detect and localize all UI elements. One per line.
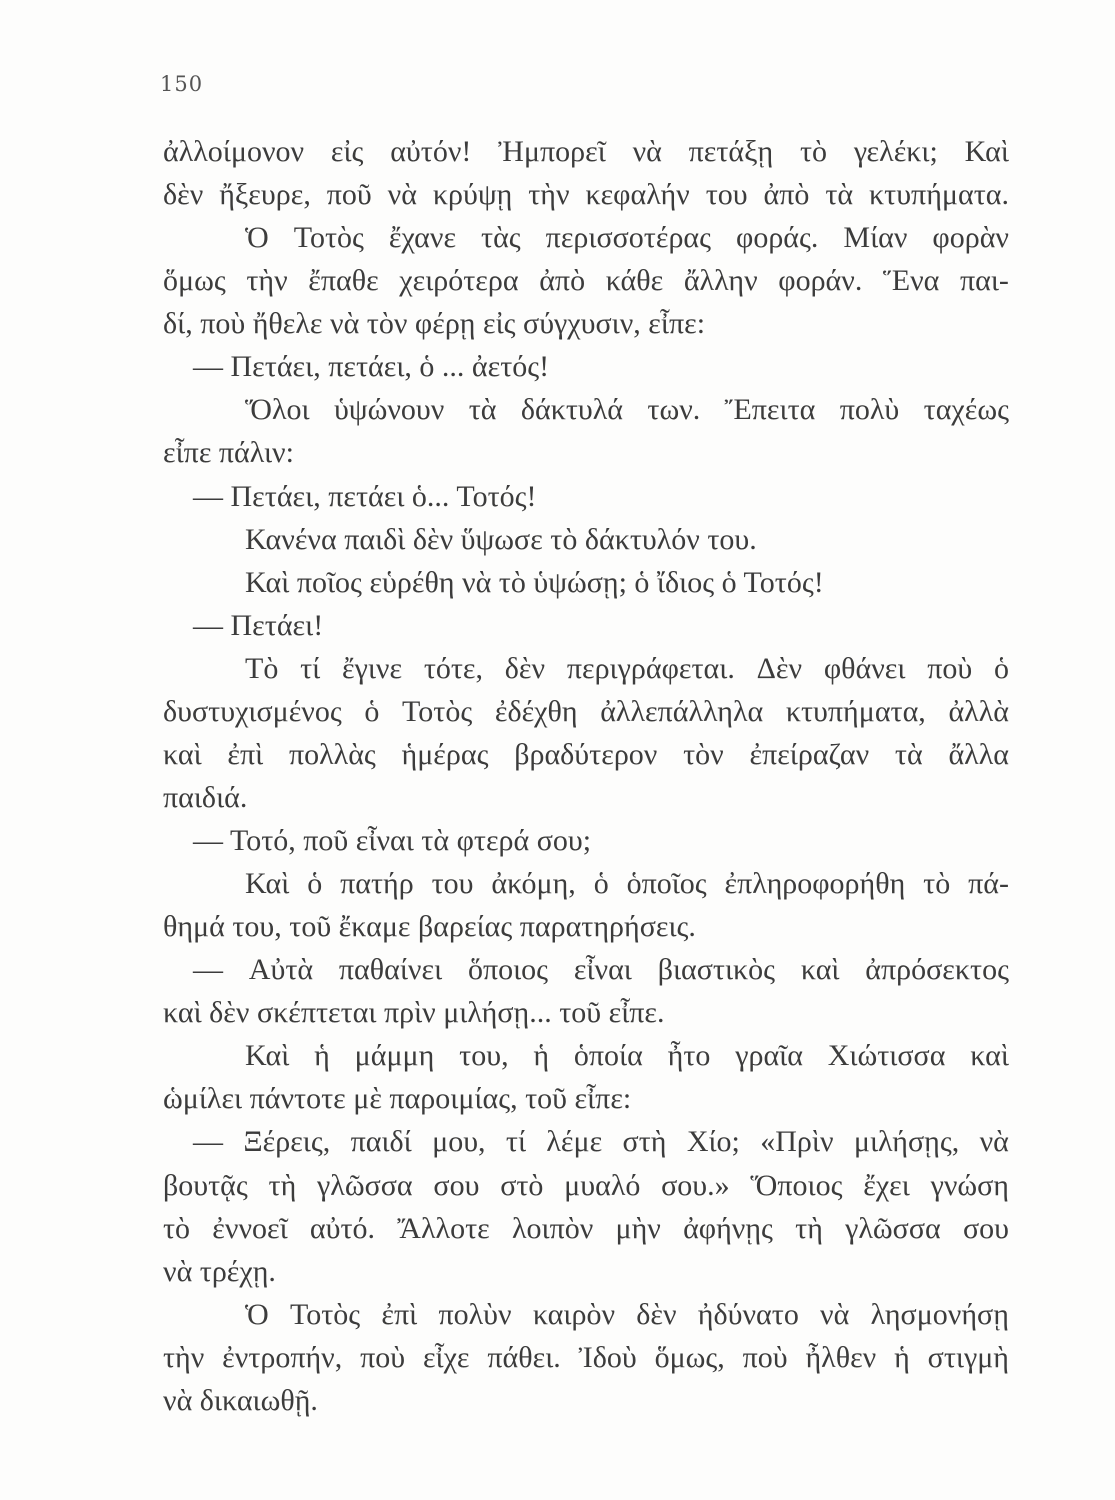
word: ὅποιος: [467, 953, 549, 987]
word: —: [193, 953, 223, 987]
text-line: [163, 1077, 1009, 1120]
word: λέμε: [546, 1125, 603, 1159]
word: ἔγινε: [341, 651, 403, 685]
word: Τὸ: [245, 651, 279, 685]
text-line: [163, 1293, 1009, 1336]
word: εἰς: [330, 135, 364, 168]
word: ἡ: [533, 1039, 550, 1073]
text-line: [163, 561, 1009, 604]
word: τὴν: [163, 1340, 205, 1374]
line-text: ὡμίλει πάντοτε μὲ παροιμίας, τοῦ εἶπε:: [163, 1082, 632, 1116]
word: ἀλλοίμονον: [163, 135, 305, 168]
word: μάμμη: [354, 1039, 435, 1073]
text-line: [163, 173, 1009, 216]
word: πά-: [968, 867, 1009, 901]
word: ἐπὶ: [227, 737, 264, 771]
word: Ἄλλοτε: [397, 1211, 490, 1245]
word: μιλήσῃς,: [853, 1125, 960, 1159]
word: πολὺ: [839, 393, 900, 427]
line-text: — Πετάει, πετάει, ὁ ... ἀετός!: [193, 350, 550, 384]
word: σου: [962, 1211, 1009, 1245]
text-line: [163, 216, 1009, 259]
text-line: [163, 518, 1009, 561]
word: ὁ: [364, 694, 380, 728]
text-line: [163, 905, 1009, 948]
text-line: [163, 388, 1009, 431]
word: γελέκι;: [853, 135, 938, 168]
word: αὐτόν!: [390, 135, 472, 168]
word: ἀκόμη,: [491, 867, 576, 901]
line-text: — Πετάει!: [193, 608, 324, 642]
word: Μίαν: [843, 221, 908, 255]
text-line: [163, 819, 1009, 862]
word: ἐντροπήν,: [222, 1340, 343, 1374]
word: ἔχει: [863, 1168, 910, 1202]
word: ὁ: [307, 867, 323, 901]
word: ἀφήνῃς: [683, 1211, 773, 1245]
word: λοιπὸν: [511, 1211, 594, 1245]
word: δάκτυλά: [520, 393, 624, 427]
word: γλῶσσα: [317, 1168, 413, 1202]
word: Καὶ: [964, 135, 1009, 168]
word: τὸν: [683, 737, 724, 771]
word: του,: [459, 1039, 509, 1073]
word: βιαστικὸς: [657, 953, 776, 987]
word: καὶ: [163, 737, 202, 771]
word: τὸ: [163, 1211, 191, 1245]
line-text: νὰ τρέχῃ.: [163, 1254, 276, 1288]
word: Ὅλοι: [245, 393, 310, 427]
word: ἐδέχθη: [494, 694, 578, 728]
word: ἐπείραζαν: [749, 737, 870, 771]
word: στὸ: [500, 1168, 544, 1202]
word: Τοτὸς: [293, 221, 364, 255]
word: ἀπὸ: [539, 264, 586, 298]
word: κεφαλήν: [585, 178, 690, 212]
word: εἶναι: [573, 953, 632, 987]
word: Ἔπειτα: [724, 393, 816, 427]
text-line: [163, 604, 1009, 647]
word: ποὺ: [360, 1340, 406, 1374]
word: ἔπαθε: [308, 264, 379, 298]
word: τὸ: [923, 867, 951, 901]
text-line: [163, 130, 1009, 173]
word: «Πρὶν: [760, 1125, 834, 1159]
word: νὰ: [820, 1297, 850, 1331]
word: φορὰν: [932, 221, 1009, 255]
word: στὴ: [622, 1125, 667, 1159]
word: ἀπὸ: [763, 178, 810, 212]
line-text: — Πετάει, πετάει ὁ... Τοτός!: [193, 479, 537, 513]
word: τὴν: [246, 264, 288, 298]
word: τὴ: [795, 1211, 823, 1245]
word: του: [431, 867, 474, 901]
word: τὰ: [894, 737, 923, 771]
word: φοράν.: [778, 264, 863, 298]
word: τὰ: [468, 393, 497, 427]
word: Ἰδοὺ: [578, 1340, 637, 1374]
text-line: [163, 647, 1009, 690]
word: δυστυχισμένος: [163, 694, 342, 728]
text-line: [163, 302, 1009, 345]
text-line: [163, 776, 1009, 819]
word: ἀλλεπάλληλα: [600, 694, 764, 728]
word: ὑψώνουν: [333, 393, 445, 427]
word: σου.»: [661, 1168, 730, 1202]
body-text: [163, 130, 1009, 1422]
word: ποὺ: [927, 651, 973, 685]
page-number: 150: [160, 72, 204, 96]
word: ἡμέρας: [401, 737, 489, 771]
word: ὁ: [593, 867, 609, 901]
word: βραδύτερον: [514, 737, 658, 771]
word: ὅμως,: [654, 1340, 725, 1374]
word: ἄλλην: [683, 264, 758, 298]
word: κάθε: [605, 264, 664, 298]
word: Ἠμπορεῖ: [498, 135, 606, 168]
word: τί: [505, 1125, 527, 1159]
word: γραῖα: [735, 1039, 803, 1073]
word: τὰ: [825, 178, 854, 212]
word: Ὁ: [245, 221, 269, 255]
word: ἡ: [894, 1340, 910, 1374]
word: τὸ: [799, 135, 828, 168]
word: χειρότερα: [399, 264, 519, 298]
word: μὴν: [615, 1211, 661, 1245]
word: αὐτό.: [309, 1211, 376, 1245]
text-line: [163, 1034, 1009, 1077]
word: εἶχε: [422, 1340, 470, 1374]
word: ταχέως: [923, 393, 1009, 427]
word: δὲν: [163, 178, 204, 212]
word: ἐπληροφορήθη: [724, 867, 906, 901]
word: περισσοτέρας: [545, 221, 712, 255]
word: μου,: [432, 1125, 486, 1159]
word: Ἕνα: [882, 264, 940, 298]
word: φθάνει: [823, 651, 906, 685]
word: ποῦ: [326, 178, 372, 212]
word: τὰς: [481, 221, 521, 255]
word: Τοτὸς: [289, 1297, 361, 1331]
word: γλῶσσα: [845, 1211, 941, 1245]
word: ἔχανε: [388, 221, 457, 255]
text-line: [163, 259, 1009, 302]
word: Καὶ: [245, 1039, 290, 1073]
word: τί: [300, 651, 321, 685]
word: περιγράφεται.: [566, 651, 735, 685]
word: παι-: [959, 264, 1009, 298]
word: νὰ: [387, 178, 417, 212]
word: κτυπήματα.: [869, 178, 1009, 212]
word: πολλὰς: [288, 737, 376, 771]
word: ἀπρόσεκτος: [865, 953, 1009, 987]
word: ἀλλὰ: [948, 694, 1009, 728]
word: πετάξῃ: [688, 135, 774, 168]
word: ἠδύνατο: [697, 1297, 799, 1331]
word: καὶ: [970, 1039, 1009, 1073]
word: ἐννοεῖ: [212, 1211, 288, 1245]
word: ὁποῖος: [626, 867, 707, 901]
word: Χιώτισσα: [827, 1039, 946, 1073]
text-line: [163, 1336, 1009, 1379]
word: Ξέρεις,: [243, 1125, 331, 1159]
line-text: Καὶ ποῖος εὑρέθη νὰ τὸ ὑψώσῃ; ὁ ἴδιος ὁ Τοτός!: [245, 565, 824, 599]
word: Αὐτὰ: [248, 953, 314, 987]
word: του: [705, 178, 748, 212]
word: πάθει.: [487, 1340, 561, 1374]
line-text: νὰ δικαιωθῇ.: [163, 1383, 318, 1417]
line-text: θημά του, τοῦ ἔκαμε βαρείας παρατηρήσεις.: [163, 910, 696, 944]
line-text: εἶπε πάλιν:: [163, 436, 294, 470]
text-line: [163, 1250, 1009, 1293]
line-text: Κανένα παιδὶ δὲν ὕψωσε τὸ δάκτυλόν του.: [245, 522, 757, 556]
word: των.: [647, 393, 701, 427]
word: δὲν: [636, 1297, 677, 1331]
word: ποὺ: [742, 1340, 788, 1374]
text-line: [163, 1164, 1009, 1207]
text-line: [163, 1120, 1009, 1163]
text-line: [163, 733, 1009, 776]
word: ἦτο: [667, 1039, 711, 1073]
word: Καὶ: [245, 867, 290, 901]
word: νὰ: [979, 1125, 1009, 1159]
text-line: [163, 862, 1009, 905]
text-line: [163, 690, 1009, 733]
text-line: [163, 1207, 1009, 1250]
word: ἐπὶ: [381, 1297, 418, 1331]
word: —: [193, 1125, 223, 1159]
word: βουτᾷς: [163, 1168, 248, 1202]
word: δὲν: [504, 651, 546, 685]
word: ἤξευρε,: [219, 178, 311, 212]
word: Ὁ: [245, 1297, 269, 1331]
word: φοράς.: [736, 221, 819, 255]
word: λησμονήσῃ: [870, 1297, 1009, 1331]
word: νὰ: [632, 135, 662, 168]
word: ὁποία: [573, 1039, 643, 1073]
word: ἡ: [314, 1039, 330, 1073]
text-line: [163, 345, 1009, 388]
word: ἄλλα: [948, 737, 1009, 771]
line-text: παιδιά.: [163, 780, 248, 814]
word: σου: [433, 1168, 480, 1202]
text-line: [163, 1379, 1009, 1422]
word: παθαίνει: [338, 953, 443, 987]
line-text: καὶ δὲν σκέπτεται πρὶν μιλήσῃ... τοῦ εἶπε.: [163, 996, 665, 1030]
text-line: [163, 948, 1009, 991]
word: κτυπήματα,: [785, 694, 926, 728]
word: Ὅποιος: [750, 1168, 843, 1202]
word: ἦλθεν: [805, 1340, 877, 1374]
line-text: δί, ποὺ ἤθελε νὰ τὸν φέρῃ εἰς σύγχυσιν, εἶπε:: [163, 307, 706, 341]
word: τὴ: [268, 1168, 297, 1202]
text-line: [163, 431, 1009, 474]
word: ὅμως: [163, 264, 226, 298]
line-text: — Τοτό, ποῦ εἶναι τὰ φτερά σου;: [193, 824, 592, 857]
word: ὁ: [993, 651, 1009, 685]
word: πολὺν: [438, 1297, 512, 1331]
word: γνώση: [930, 1168, 1009, 1202]
word: κρύψῃ: [432, 178, 513, 212]
word: παιδί: [350, 1125, 412, 1159]
word: Χίο;: [686, 1125, 740, 1159]
word: πατήρ: [340, 867, 414, 901]
word: Δὲν: [756, 651, 803, 685]
word: τὴν: [528, 178, 570, 212]
word: καὶ: [800, 953, 840, 987]
word: μυαλό: [564, 1168, 641, 1202]
word: στιγμὴ: [927, 1340, 1009, 1374]
text-line: [163, 991, 1009, 1034]
word: τότε,: [423, 651, 484, 685]
word: καιρὸν: [532, 1297, 616, 1331]
word: Τοτὸς: [402, 694, 473, 728]
text-line: [163, 475, 1009, 518]
